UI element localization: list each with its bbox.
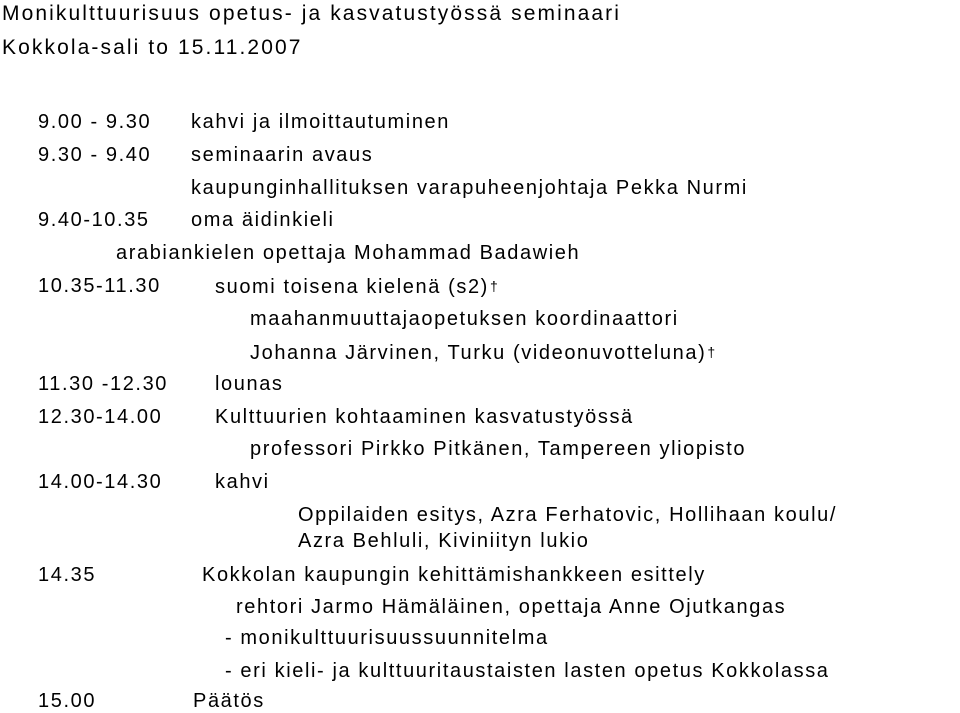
schedule-detail (250, 340, 715, 365)
schedule-detail: Oppilaiden esitys, Azra Ferhatovic, Hollihaan koulu/ (298, 504, 837, 526)
schedule-item-text: suomi toisena kielenä (s2) (215, 276, 489, 298)
schedule-detail: rehtori Jarmo Hämäläinen, opettaja Anne Ojutkangas (236, 596, 787, 618)
schedule-time: 10.35-11.30 (38, 275, 161, 297)
schedule-time: 9.00 - 9.30 (38, 111, 152, 133)
schedule-time: 14.35 (38, 564, 97, 586)
schedule-item: oma äidinkieli (191, 209, 335, 231)
schedule-time: 12.30-14.00 (38, 406, 163, 428)
schedule-detail: kaupunginhallituksen varapuheenjohtaja Pekka Nurmi (191, 177, 748, 199)
schedule-detail-text: Johanna Järvinen, Turku (videonuvotteluna) (250, 342, 707, 364)
schedule-item: Päätös (193, 690, 265, 712)
schedule-time: 15.00 (38, 690, 97, 712)
footnote-mark-icon: † (707, 344, 716, 360)
schedule-detail: - monikulttuurisuussuunnitelma (225, 627, 549, 649)
schedule-time: 14.00-14.30 (38, 471, 163, 493)
document-subtitle: Kokkola-sali to 15.11.2007 (2, 36, 303, 59)
schedule-detail: arabiankielen opettaja Mohammad Badawieh (116, 242, 581, 264)
schedule-item (215, 274, 498, 299)
schedule-item: seminaarin avaus (191, 144, 374, 166)
schedule-item: kahvi ja ilmoittautuminen (191, 111, 450, 133)
schedule-item: Kulttuurien kohtaaminen kasvatustyössä (215, 406, 634, 428)
schedule-detail: maahanmuuttajaopetuksen koordinaattori (250, 308, 679, 330)
schedule-item: lounas (215, 373, 284, 395)
document-title: Monikulttuurisuus opetus- ja kasvatustyössä seminaari (2, 2, 622, 25)
schedule-time: 11.30 -12.30 (38, 373, 169, 395)
footnote-mark-icon: † (489, 278, 498, 294)
schedule-detail: Azra Behluli, Kiviniityn lukio (298, 530, 590, 552)
schedule-detail: professori Pirkko Pitkänen, Tampereen yliopisto (250, 438, 747, 460)
schedule-time: 9.30 - 9.40 (38, 144, 152, 166)
schedule-item: kahvi (215, 471, 270, 493)
schedule-item: Kokkolan kaupungin kehittämishankkeen esittely (202, 564, 706, 586)
schedule-detail: - eri kieli- ja kulttuuritaustaisten lasten opetus Kokkolassa (225, 660, 830, 682)
schedule-time: 9.40-10.35 (38, 209, 150, 231)
